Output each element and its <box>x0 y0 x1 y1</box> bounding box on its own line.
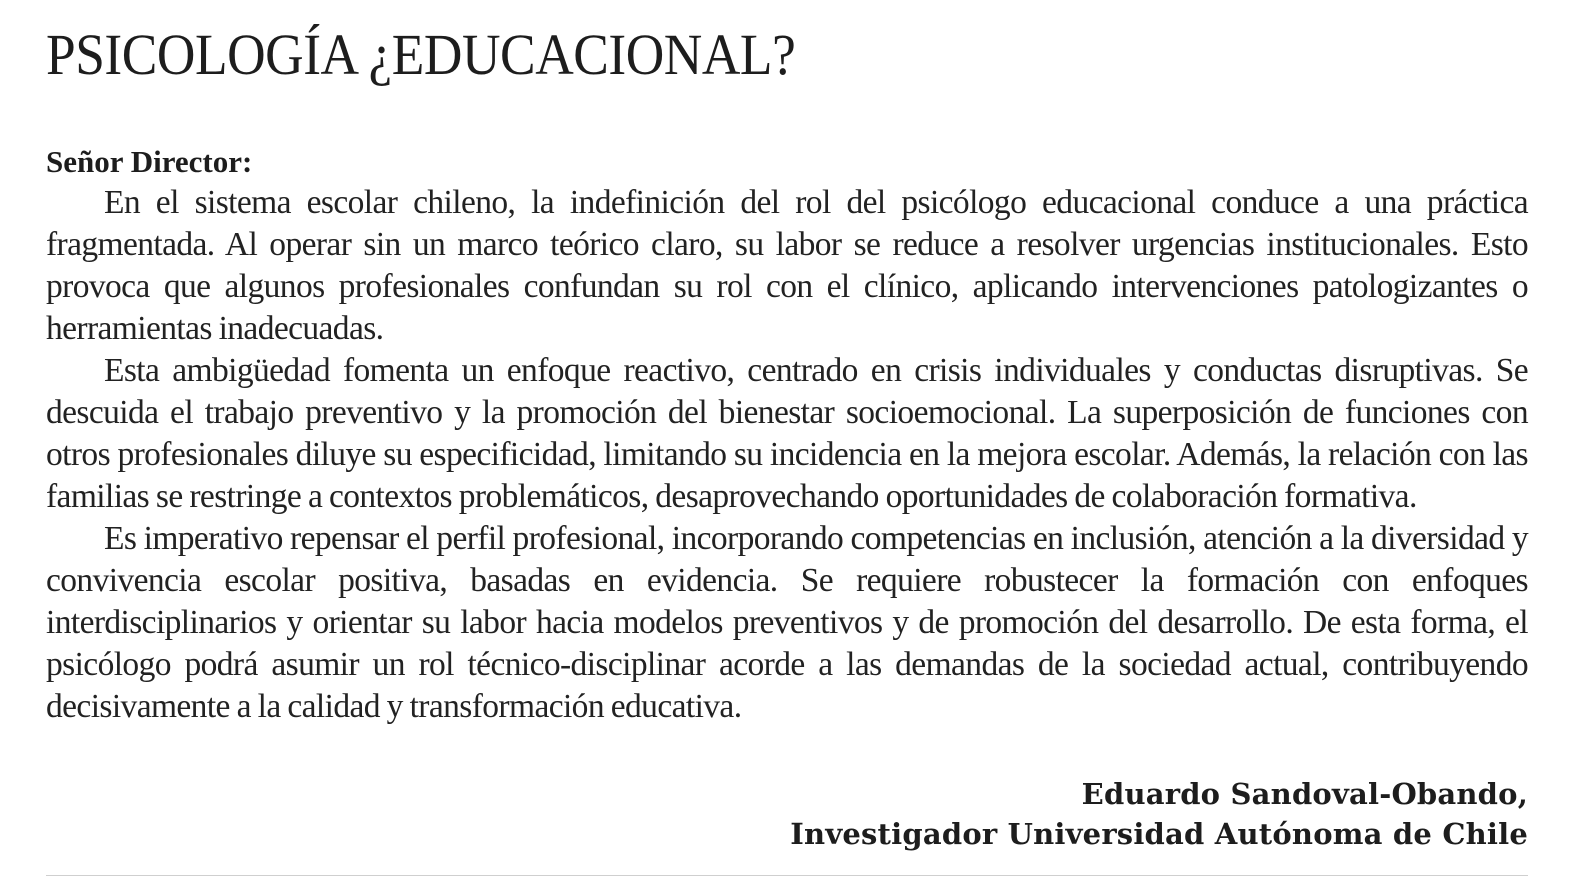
body-paragraph-3: Es imperativo repensar el perfil profesional, incorporando competencias en inclusión, atención a la diversidad y convivencia escolar positiva, basadas en evidencia. Se requiere robustecer la formación con enfoques interdisciplinarios y orientar su labor hacia modelos preventivos y de promoción del desarrollo. De esta forma, el psicólogo podrá asumir un rol técnico-disciplinar acorde a las demandas de la sociedad actual, contribuyendo decisivamente a la calidad y transformación educativa. <box>46 520 1528 725</box>
letter-title: PSICOLOGÍA ¿EDUCACIONAL? <box>46 22 796 87</box>
letter-page <box>46 22 1528 876</box>
author-affiliation: Investigador Universidad Autónoma de Chile <box>790 817 1528 851</box>
author-name: Eduardo Sandoval-Obando, <box>1081 777 1528 811</box>
bottom-divider <box>46 875 1528 876</box>
signature-block <box>790 774 1528 854</box>
body-paragraph-1: En el sistema escolar chileno, la indefinición del rol del psicólogo educacional conduce a una práctica fragmentada. Al operar sin un marco teórico claro, su labor se reduce a resolver urgencias institucionales. Esto provoca que algunos profesionales confundan su rol con el clínico, aplicando intervenciones patologizantes o herramientas inadecuadas. <box>46 184 1528 347</box>
salutation: Señor Director: <box>46 144 253 179</box>
letter-body <box>46 182 1528 728</box>
body-paragraph-2: Esta ambigüedad fomenta un enfoque reactivo, centrado en crisis individuales y conductas disruptivas. Se descuida el trabajo preventivo y la promoción del bienestar socioemocional. La superposición de funciones con otros profesionales diluye su especificidad, limitando su incidencia en la mejora escolar. Además, la relación con las familias se restringe a contextos problemáticos, desaprovechando oportunidades de colaboración formativa. <box>46 352 1528 515</box>
